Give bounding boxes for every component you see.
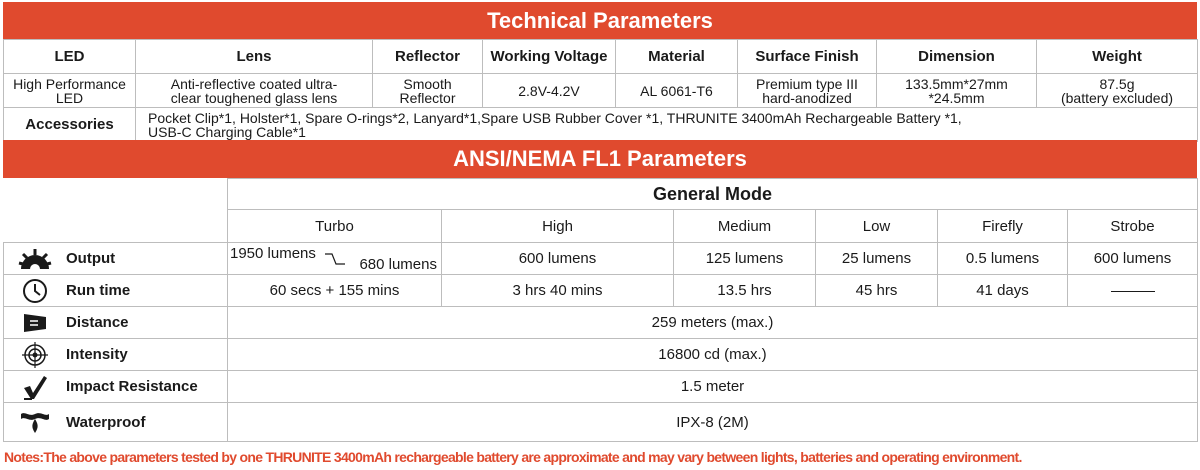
runtime-turbo: 60 secs + 155 mins bbox=[228, 275, 442, 307]
impact-param bbox=[4, 371, 228, 403]
header-surface-finish: Surface Finish bbox=[738, 40, 877, 74]
runtime-label: Run time bbox=[66, 282, 131, 299]
runtime-firefly: 41 days bbox=[938, 275, 1068, 307]
step-down-arrow-icon bbox=[324, 252, 346, 266]
mode-strobe: Strobe bbox=[1068, 210, 1198, 243]
distance-label: Distance bbox=[66, 314, 129, 331]
runtime-high: 3 hrs 40 mins bbox=[442, 275, 674, 307]
output-param bbox=[4, 243, 228, 275]
impact-check-icon bbox=[4, 374, 66, 400]
header-lens: Lens bbox=[136, 40, 373, 74]
value-dimension bbox=[877, 74, 1037, 108]
impact-row bbox=[4, 371, 1198, 403]
tech-value-row bbox=[4, 74, 1198, 108]
value-weight-line-1: 87.5g bbox=[1099, 75, 1135, 92]
value-dimension-line-1: 133.5mm*27mm bbox=[905, 75, 1008, 92]
waterproof-value: IPX-8 (2M) bbox=[228, 403, 1198, 442]
blank-corner bbox=[4, 179, 228, 243]
intensity-value: 16800 cd (max.) bbox=[228, 339, 1198, 371]
waterproof-row bbox=[4, 403, 1198, 442]
tech-header-row bbox=[4, 40, 1198, 74]
header-working-voltage: Working Voltage bbox=[483, 40, 616, 74]
value-reflector bbox=[373, 74, 483, 108]
distance-value: 259 meters (max.) bbox=[228, 307, 1198, 339]
value-led bbox=[4, 74, 136, 108]
distance-row bbox=[4, 307, 1198, 339]
intensity-param bbox=[4, 339, 228, 371]
header-dimension: Dimension bbox=[877, 40, 1037, 74]
value-weight bbox=[1037, 74, 1198, 108]
impact-label: Impact Resistance bbox=[66, 378, 198, 395]
distance-param bbox=[4, 307, 228, 339]
value-finish-line-1: Premium type III bbox=[756, 75, 858, 92]
output-strobe: 600 lumens bbox=[1068, 243, 1198, 275]
mode-high: High bbox=[442, 210, 674, 243]
impact-value: 1.5 meter bbox=[228, 371, 1198, 403]
runtime-row bbox=[4, 275, 1198, 307]
header-weight: Weight bbox=[1037, 40, 1198, 74]
value-led-line-1: High Performance bbox=[13, 75, 126, 92]
runtime-low: 45 hrs bbox=[816, 275, 938, 307]
technical-parameters-table bbox=[3, 39, 1198, 142]
runtime-medium: 13.5 hrs bbox=[674, 275, 816, 307]
water-drop-icon bbox=[4, 410, 66, 434]
output-medium: 125 lumens bbox=[674, 243, 816, 275]
turbo-end-lumens: 680 lumens bbox=[359, 256, 437, 273]
output-low: 25 lumens bbox=[816, 243, 938, 275]
intensity-label: Intensity bbox=[66, 346, 128, 363]
sun-gear-icon bbox=[4, 248, 66, 270]
header-material: Material bbox=[616, 40, 738, 74]
accessories-row bbox=[4, 108, 1198, 142]
general-mode-row bbox=[4, 179, 1198, 210]
output-turbo bbox=[228, 243, 442, 275]
value-lens bbox=[136, 74, 373, 108]
target-icon bbox=[4, 342, 66, 368]
mode-low: Low bbox=[816, 210, 938, 243]
value-reflector-line-1: Smooth bbox=[403, 75, 452, 92]
beam-distance-icon bbox=[4, 312, 66, 334]
output-firefly: 0.5 lumens bbox=[938, 243, 1068, 275]
value-lens-line-1: Anti-reflective coated ultra- bbox=[170, 75, 338, 92]
clock-icon bbox=[4, 278, 66, 304]
notes-footer: Notes:The above parameters tested by one THRUNITE 3400mAh rechargeable battery are approximate and may vary between lights, batteries and operating environment. bbox=[4, 449, 1022, 465]
accessories-line-1: Pocket Clip*1, Holster*1, Spare O-rings*2, Lanyard*1,Spare USB Rubber Cover *1, THRUNITE 3400mAh Rechargeable Battery *1, bbox=[148, 109, 962, 126]
intensity-row bbox=[4, 339, 1198, 371]
runtime-param bbox=[4, 275, 228, 307]
ansi-parameters-table bbox=[3, 178, 1198, 442]
value-weight-line-2: (battery excluded) bbox=[1060, 89, 1174, 106]
strobe-runtime-dash bbox=[1111, 291, 1155, 292]
value-reflector-line-2: Reflector bbox=[399, 89, 456, 106]
ansi-parameters-title: ANSI/NEMA FL1 Parameters bbox=[3, 140, 1197, 178]
header-led: LED bbox=[4, 40, 136, 74]
accessories-line-2: USB-C Charging Cable*1 bbox=[148, 123, 306, 140]
waterproof-label: Waterproof bbox=[66, 413, 146, 431]
value-led-line-2: LED bbox=[55, 89, 84, 106]
accessories-list bbox=[136, 108, 1198, 142]
value-surface-finish bbox=[738, 74, 877, 108]
mode-medium: Medium bbox=[674, 210, 816, 243]
technical-parameters-title: Technical Parameters bbox=[3, 2, 1197, 39]
value-dimension-line-2: *24.5mm bbox=[928, 89, 985, 106]
mode-firefly: Firefly bbox=[938, 210, 1068, 243]
value-material: AL 6061-T6 bbox=[616, 74, 738, 108]
waterproof-param bbox=[4, 403, 228, 442]
output-row bbox=[4, 243, 1198, 275]
general-mode-title: General Mode bbox=[228, 179, 1198, 210]
value-finish-line-2: hard-anodized bbox=[762, 89, 852, 106]
output-high: 600 lumens bbox=[442, 243, 674, 275]
value-lens-line-2: clear toughened glass lens bbox=[170, 89, 338, 106]
turbo-start-lumens: 1950 lumens bbox=[230, 245, 316, 262]
output-label: Output bbox=[66, 250, 116, 267]
header-reflector: Reflector bbox=[373, 40, 483, 74]
runtime-strobe bbox=[1068, 275, 1198, 307]
value-working-voltage: 2.8V-4.2V bbox=[483, 74, 616, 108]
mode-turbo: Turbo bbox=[228, 210, 442, 243]
accessories-label: Accessories bbox=[4, 108, 136, 142]
